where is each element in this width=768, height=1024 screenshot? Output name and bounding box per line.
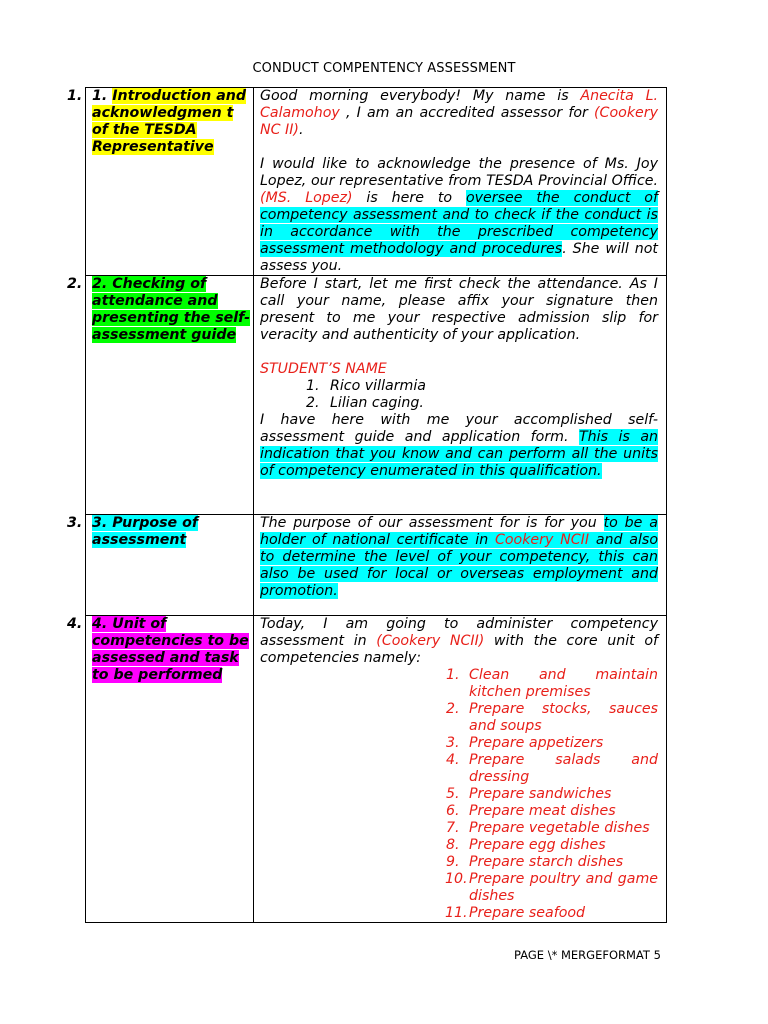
competency-list [260,667,658,922]
row-label: 1. Introduction and acknowledgmen t of the TESDA Representative [92,88,247,155]
row-content-cell [254,515,667,616]
list-item: 1. Rico villarmia [306,378,426,394]
list-item: 1. Clean and maintain kitchen premises [446,667,658,700]
units-intro-paragraph: Today, I am going to administer competency assessment in (Cookery NCII) with the core unit of competencies namely: [260,616,659,666]
self-assessment-paragraph: I have here with me your accomplished self-assessment guide and application form. This is an indication that you know and can perform all the units of competency enumerated in this qualification. [260,412,659,479]
row-label-cell [67,616,254,923]
document-title: CONDUCT COMPENTENCY ASSESSMENT [252,61,516,76]
student-list [260,378,658,412]
table-row-introduction [86,88,667,276]
row-label: 2. Checking of attendance and presenting the self-assessment guide [92,276,250,343]
purpose-paragraph: The purpose of our assessment for is for you to be a holder of national certificate in Cookery NCII and also to determine the level of your competency, this can also be used for local or overseas employment and promotion. [260,515,659,599]
intro-paragraph: Good morning everybody! My name is Anecita L. Calamohoy , I am an accredited assessor for (Cookery NC II). [260,88,658,138]
list-item: 6. Prepare meat dishes [446,803,616,819]
list-item: 11. Prepare seafood [445,905,586,921]
list-item: 4. Prepare salads and dressing [446,752,658,785]
list-item: 5. Prepare sandwiches [446,786,612,802]
table-row-attendance [86,276,667,515]
row-marker: 3. [67,515,83,531]
acknowledge-paragraph: I would like to acknowledge the presence of Ms. Joy Lopez, our representative from TESDA Provincial Office. (MS. Lopez) is here to oversee the conduct of competency assessment and to check if the conduct is in accordance with the prescribed competency assessment methodology and procedures. She will not assess you. [260,156,658,274]
page-footer: PAGE \* MERGEFORMAT 5 [514,948,661,962]
list-item: 9. Prepare starch dishes [446,854,624,870]
list-item: 7. Prepare vegetable dishes [446,820,650,836]
row-label-cell [67,88,254,276]
list-item: 10. Prepare poultry and game dishes [445,871,658,904]
students-heading: STUDENT’S NAME [260,361,387,377]
list-item: 2. Prepare stocks, sauces and soups [446,701,658,734]
assessment-table [67,87,667,923]
row-marker: 4. [67,616,83,632]
row-marker: 2. [67,276,83,292]
list-item: 3. Prepare appetizers [446,735,604,751]
row-content-cell [254,616,667,923]
row-label-cell [67,276,254,515]
row-content-cell [254,88,667,276]
attendance-paragraph: Before I start, let me first check the attendance. As I call your name, please affix your signature then present to me your respective admission slip for veracity and authenticity of your application. [260,276,658,343]
table-row-purpose [86,515,667,616]
row-marker: 1. [67,88,83,104]
row-label: 4. Unit of competencies to be assessed and task to be performed [92,616,249,683]
list-item: 2. Lilian caging. [306,395,424,411]
row-label-cell [67,515,254,616]
list-item: 8. Prepare egg dishes [446,837,606,853]
row-content-cell [254,276,667,515]
row-label: 3. Purpose of assessment [92,515,199,548]
table-row-units [86,616,667,923]
